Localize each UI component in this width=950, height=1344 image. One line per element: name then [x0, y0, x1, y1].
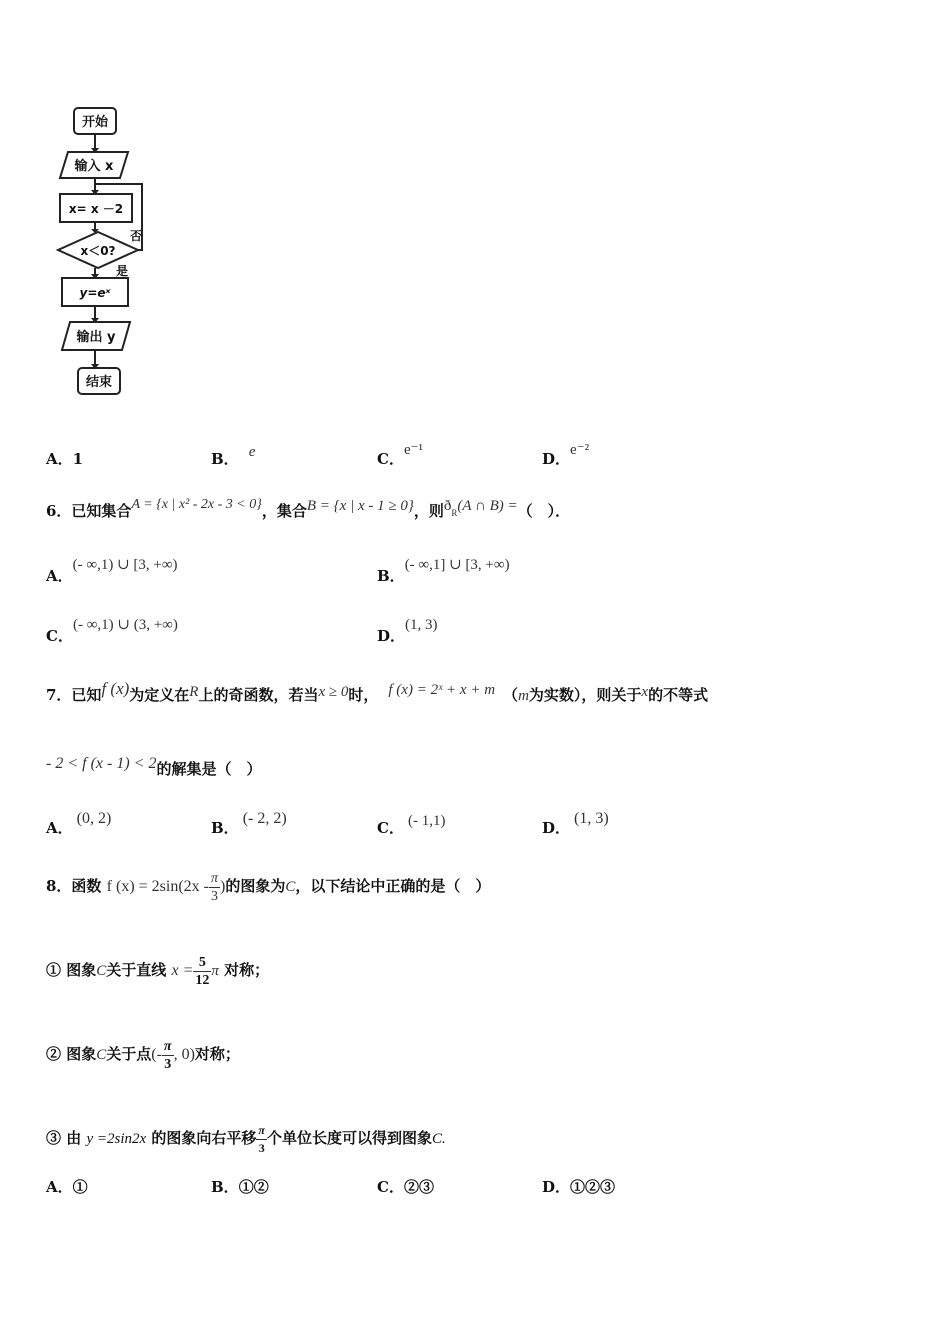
q8-option-a[interactable]: A．① — [46, 1178, 88, 1196]
q5-option-a[interactable]: A．1 — [46, 450, 84, 468]
q8-statement-3: ③ 由 y =2sin2x 的图象向右平移 $\frac{\pi}{3}$ 个单位长度可以得到图象C. — [46, 1122, 446, 1155]
q7-option-a[interactable]: A．(0, 2) — [46, 810, 112, 837]
q6-option-c[interactable]: C．(- ∞,1) ∪ (3, +∞) — [46, 617, 178, 645]
q5-option-b[interactable]: B． e — [211, 444, 256, 468]
q6-option-d[interactable]: D．(1, 3) — [377, 617, 438, 645]
q6-option-b[interactable]: B．(- ∞,1] ∪ [3, +∞) — [377, 557, 510, 585]
flowchart-input-label: 输入 x — [74, 159, 114, 174]
q8-statement-2: ② 图象C关于点(- $\frac{\pi}{3}$ , 0)对称； — [46, 1038, 240, 1072]
q6-set-b: B = {x | x - 1 ≥ 0} — [306, 498, 414, 514]
flowchart-yes-label: 是 — [115, 264, 129, 278]
flowchart-assign-label: x= x －2 — [68, 202, 124, 216]
q6-option-a[interactable]: A．(- ∞,1) ∪ [3, +∞) — [46, 557, 178, 585]
q5-option-c[interactable]: C．e⁻¹ — [377, 442, 424, 468]
flowchart-output-label: 输出 y — [76, 330, 116, 345]
q8-option-d[interactable]: D．①②③ — [542, 1178, 616, 1196]
q8-option-b[interactable]: B．①② — [211, 1178, 269, 1196]
flowchart-end-label: 结束 — [85, 375, 113, 390]
q8-statement-1: ① 图象C关于直线 x = $\frac{5}{12}$ π 对称； — [46, 954, 270, 988]
q7-option-b[interactable]: B．(- 2, 2) — [211, 810, 287, 837]
flowchart-no-label: 否 — [129, 229, 143, 243]
flowchart-decision-label: x＜0? — [80, 244, 116, 258]
q7-stem: 7．已知f (x)为定义在R上的奇函数，若当x ≥ 0时， f (x) = 2ˣ + x + m （m为实数），则关于x的不等式 — [46, 679, 709, 704]
q6-set-a: A = {x | x² - 2x - 3 < 0} — [131, 497, 262, 512]
q7-option-c[interactable]: C． (- 1,1) — [377, 813, 446, 837]
q8-stem: 8．函数 f (x) = 2sin(2x - $\frac{\pi}{3}$ )的图象为C，以下结论中正确的是（ ） — [46, 870, 491, 904]
flowchart-start-label: 开始 — [81, 115, 109, 130]
flowchart-compute-label: y=eˣ — [79, 286, 111, 300]
q8-option-c[interactable]: C．②③ — [377, 1178, 434, 1196]
q6-stem: 6．已知集合A = {x | x² - 2x - 3 < 0}，集合B = {x | x - 1 ≥ 0}，则ðR(A ∩ B) =（ ）． — [46, 497, 571, 520]
q7-option-d[interactable]: D．(1, 3) — [542, 810, 609, 837]
q8-function: f (x) = 2sin(2x - $\frac{\pi}{3}$ ) — [106, 870, 226, 904]
q5-option-d[interactable]: D．e⁻² — [542, 442, 590, 468]
q7-inequality-line: - 2 < f (x - 1) < 2的解集是（ ） — [46, 755, 262, 778]
flowchart-diagram — [50, 100, 150, 400]
